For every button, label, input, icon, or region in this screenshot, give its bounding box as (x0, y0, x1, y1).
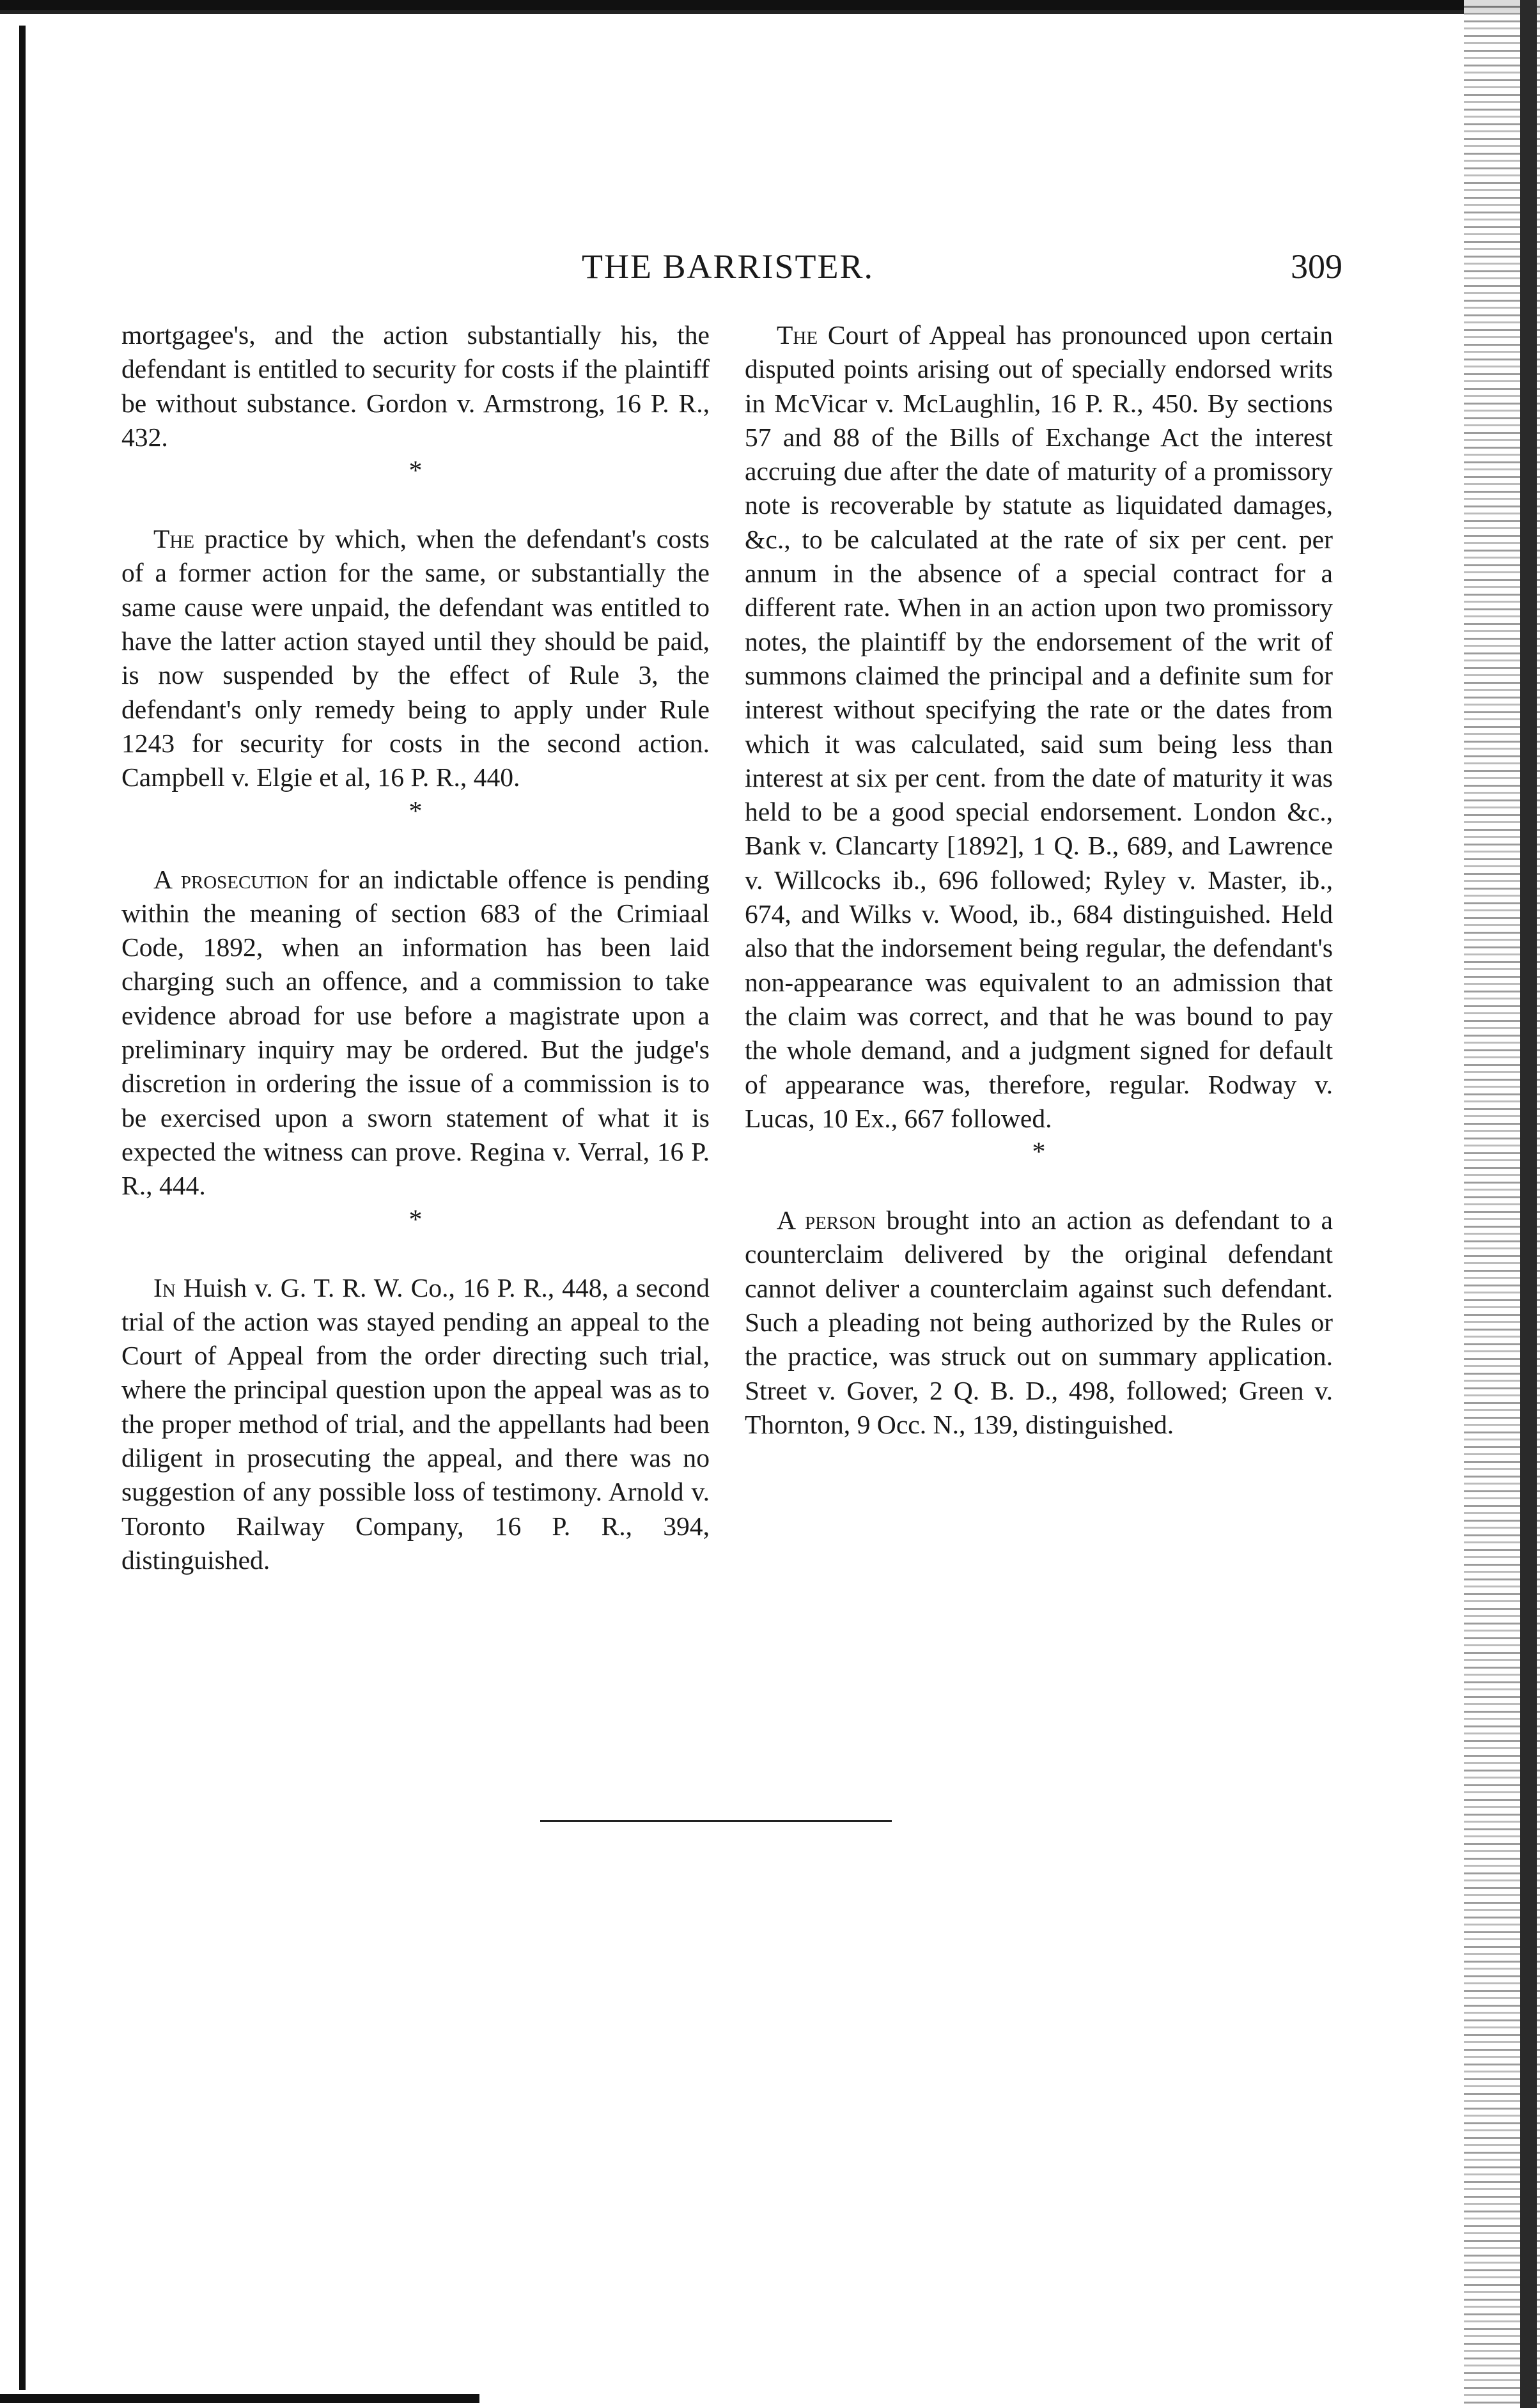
paragraph-body: Huish v. G. T. R. W. Co., 16 P. R., 448, a second trial of the action was stayed pending an appeal to the Court of Appeal from the order directing such trial, where the principal question upon the appeal was as to the proper method of trial, and the appellants had been diligent in prosecuting the appeal, and there was no suggestion of any possible loss of testimony. Arnold v. Toronto Railway Company, 16 P. R., 394, distinguished. (121, 1272, 710, 1575)
page-number: 309 (1291, 247, 1342, 286)
lead-word: A person (777, 1205, 876, 1235)
lead-word: The (777, 320, 818, 350)
running-title: THE BARRISTER. (582, 247, 875, 286)
right-page-edge (1520, 0, 1537, 2408)
top-border (0, 0, 1540, 10)
paragraph (745, 318, 1333, 1136)
paragraph-body: for an indictable offence is pending within the meaning of section 683 of the Crimiaal Code, 1892, when an information has been laid charging such an offence, and a commission to take evidence abroad for use before a magistrate upon a preliminary inquiry may be ordered. But the judge's discretion in ordering the issue of a commission is to be exercised upon a sworn statement of what it is expected the witness can prove. Regina v. Verral, 16 P. R., 444. (121, 864, 710, 1201)
section-asterisk: * (408, 456, 423, 486)
section-asterisk: * (1032, 1138, 1046, 1168)
paragraph-body: Court of Appeal has pronounced upon certain disputed points arising out of specially endorsed writs in McVicar v. McLaughlin, 16 P. R., 450. By sections 57 and 88 of the Bills of Exchange Act the interest accruing due after the date of maturity of a promissory note is recoverable by statute as liquidated damages, &c., to be calculated at the rate of six per cent. per annum in the absence of a special contract for a different rate. When in an action upon two promissory notes, the plaintiff by the endorsement of the writ of summons claimed the principal and a definite sum for interest without specifying the rate or the dates from which it was calculated, said sum being less than interest at six per cent. from the date of maturity it was held to be a good special endorsement. London &c., Bank v. Clancarty [1892], 1 Q. B., 689, and Lawrence v. Willcocks ib., 696 followed; Ryley v. Master, ib., 674, and Wilks v. Wood, ib., 684 distinguished. Held also that the indorsement being regular, the defendant's non-appearance was equivalent to an admission that the claim was correct, and that he was bound to pay the whole demand, and a judgment signed for default of appearance was, therefore, regular. Rodway v. Lucas, 10 Ex., 667 followed. (745, 320, 1333, 1133)
page-header (121, 247, 1349, 298)
paragraph-body: practice by which, when the defendant's costs of a former action for the same, or substantially the same cause were unpaid, the defendant was entitled to have the latter action stayed until they should be paid, is now suspended by the effect of Rule 3, the defendant's only remedy being to apply under Rule 1243 for security for costs in the second action. Campbell v. Elgie et al, 16 P. R., 440. (121, 524, 710, 792)
paragraph (121, 1271, 710, 1578)
section-asterisk: * (408, 1205, 423, 1235)
paragraph (121, 522, 710, 794)
paragraph (121, 863, 710, 1203)
paragraph: mortgagee's, and the action substantially his, the defendant is entitled to security for costs if the plaintiff be without substance. Gordon v. Armstrong, 16 P. R., 432. (121, 320, 710, 452)
top-border-thin (0, 10, 1540, 50)
section-asterisk: * (408, 796, 423, 826)
bottom-border (0, 2394, 479, 2403)
footer-rule (540, 1820, 892, 1822)
left-column (121, 318, 710, 1577)
right-column (745, 318, 1333, 1442)
lead-word: The (153, 524, 195, 554)
paragraph (745, 1203, 1333, 1442)
lead-word: In (153, 1272, 176, 1302)
lead-word: A prosecution (153, 864, 309, 894)
left-page-edge (19, 26, 26, 2390)
paragraph-body: brought into an action as defendant to a counterclaim delivered by the original defendant cannot deliver a counterclaim against such defendant. Such a pleading not being authorized by the Rules or the practice, was struck out on summary application. Street v. Gover, 2 Q. B. D., 498, followed; Green v. Thornton, 9 Occ. N., 139, distinguished. (745, 1205, 1333, 1439)
